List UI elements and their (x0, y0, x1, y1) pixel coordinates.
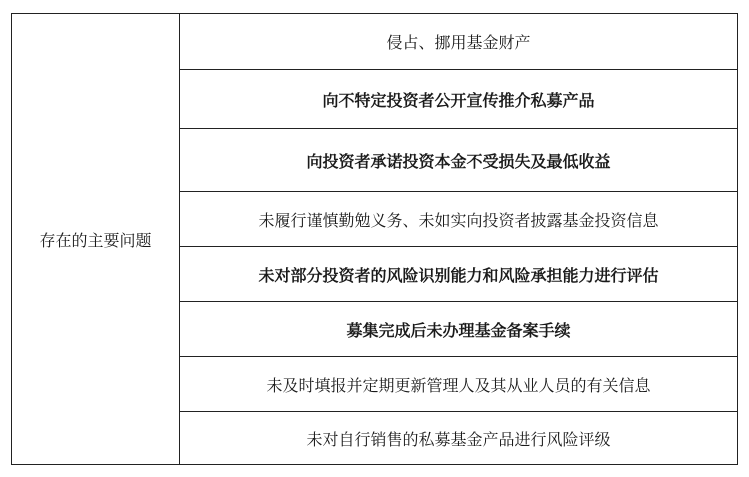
issue-row-3: 向投资者承诺投资本金不受损失及最低收益 (180, 128, 737, 191)
issue-row-6: 募集完成后未办理基金备案手续 (180, 301, 737, 356)
issue-rows (180, 14, 737, 464)
issue-row-7: 未及时填报并定期更新管理人及其从业人员的有关信息 (180, 356, 737, 411)
category-cell: 存在的主要问题 (12, 14, 180, 464)
issues-table (11, 13, 738, 465)
issue-row-1: 侵占、挪用基金财产 (386, 33, 531, 52)
issue-row-4: 未履行谨慎勤勉义务、未如实向投资者披露基金投资信息 (180, 191, 737, 246)
issue-row-8: 未对自行销售的私募基金产品进行风险评级 (180, 411, 737, 464)
issue-row-2: 向不特定投资者公开宣传推介私募产品 (180, 69, 737, 128)
issue-row-5: 未对部分投资者的风险识别能力和风险承担能力进行评估 (180, 246, 737, 301)
